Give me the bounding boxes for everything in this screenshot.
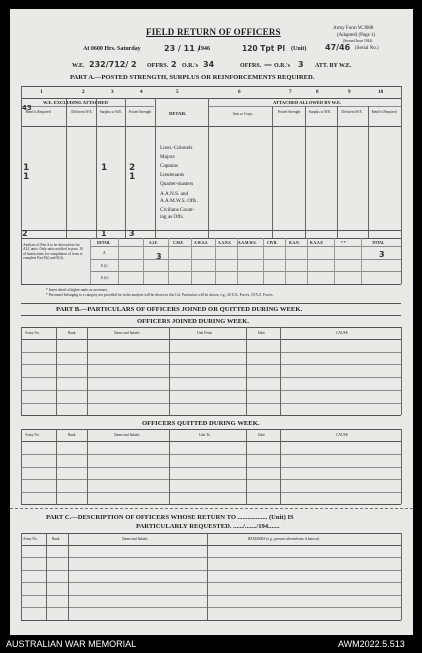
serial-label: (Serial No.)	[355, 46, 379, 51]
ors-hand: 34	[203, 60, 215, 69]
footnote: * Personnel belonging to a category not provided for in the analysis will be shown in this Col. Particulars will be shown, e.g., 20 U.K. Forces, 10 N.Z. Forces.	[46, 293, 274, 297]
serial-number-hand: 47/46	[325, 43, 351, 52]
column-header: Rank	[52, 537, 60, 541]
sub-header: Posted Strength	[277, 110, 301, 114]
part-b-heading: PART B.—PARTICULARS OF OFFICERS JOINED OR QUITTED DURING WEEK.	[56, 306, 303, 313]
offrs-label: OFFRS.	[147, 63, 169, 69]
detail-header: DETAIL	[169, 111, 187, 116]
column-header: Name and Initials	[114, 433, 140, 437]
col-number: 3	[111, 89, 114, 95]
hand-total: 3	[379, 250, 385, 259]
breakdown-header: R.A.A.F.	[310, 241, 324, 245]
part-a-heading: PART A.—POSTED STRENGTH, SURPLUS OR REINFORCEMENTS REQUIRED.	[70, 74, 315, 81]
rank-label: A.A.N.S. and	[160, 191, 189, 197]
column-header: REMARKS (e.g., present whereabouts if known).	[248, 537, 320, 541]
second-issue-note: (Second Issue 1944)	[343, 39, 373, 43]
col-number: 5	[176, 89, 179, 95]
hand-mark: 1	[101, 163, 108, 173]
hand-mark: 1	[23, 172, 30, 182]
footer-right: AWM2022.5.513	[338, 639, 405, 649]
breakdown-header: CIVIL	[267, 241, 278, 245]
hand-aif: 3	[156, 252, 162, 261]
rank-label: Majors	[160, 154, 175, 160]
perforation-line	[10, 508, 413, 509]
army-form-number: Army Form W.3008	[333, 26, 374, 31]
joined-title: OFFICERS JOINED DURING WEEK.	[137, 318, 249, 325]
breakdown-header: A.W.A.S.	[194, 241, 209, 245]
col-number: 6	[238, 89, 241, 95]
breakdown-row-label: E.(ii)	[101, 276, 109, 280]
rank-label: Lieut.-Colonels	[160, 145, 193, 151]
ors-label: O.R.'s	[182, 63, 199, 69]
we-excluding-header: W.E. EXCLUDING ATTACHED	[43, 100, 109, 105]
at-line-prefix: At 0600 Hrs. Saturday	[83, 46, 141, 52]
col-number: 8	[316, 89, 319, 95]
sub-header: Deficient W.E.	[71, 110, 93, 114]
col-number: 9	[348, 89, 351, 95]
unit-hand: 120 Tpt Pl	[242, 44, 286, 53]
rank-label: Quarter-masters	[160, 181, 194, 187]
analysis-note: Analysis of Part A to be shown here for ALL units. Only units notified in para. 10 of Instructions for compilation of form to complete Part E(i) and E(ii).	[23, 243, 83, 260]
breakdown-row-label: A.	[103, 251, 107, 255]
column-header: Unit To	[199, 433, 210, 437]
form-page	[10, 9, 413, 635]
breakdown-row-label: E.(i)	[101, 264, 108, 268]
hand-mark: 2	[129, 163, 136, 173]
column-header: CAUSE	[336, 331, 348, 335]
col-number: 10	[378, 89, 384, 95]
attached-header: ATTACHED ALLOWED BY W.E.	[273, 100, 342, 105]
offrs2-hand: —	[264, 60, 272, 69]
rank-label: Captains	[160, 163, 179, 169]
year-printed: 1946	[198, 46, 210, 52]
footer-left: AUSTRALIAN WAR MEMORIAL	[6, 639, 137, 649]
part-c-heading: PART C.—DESCRIPTION OF OFFICERS WHOSE RETURN TO .................. (Unit) IS	[46, 514, 294, 521]
we-label: W.E.	[72, 63, 85, 69]
hand-mark: 1	[23, 163, 30, 173]
unit-label: (Unit)	[291, 46, 307, 52]
sub-header: Posted Strength	[128, 110, 152, 114]
column-header: Rank	[68, 331, 76, 335]
col-number: 2	[82, 89, 85, 95]
breakdown-header: A.I.F.	[149, 241, 158, 245]
breakdown-header: TOTAL	[372, 241, 385, 245]
column-header: Date	[258, 331, 265, 335]
column-header: Date	[258, 433, 265, 437]
sub-header: Arm or Corps	[232, 112, 253, 116]
column-header: Rank	[68, 433, 76, 437]
sub-header: Reinf'ts Required	[371, 110, 397, 114]
column-header: Name and Initials	[114, 331, 140, 335]
col-number: 7	[289, 89, 292, 95]
form-title: FIELD RETURN OF OFFICERS	[146, 27, 281, 37]
column-header: Army No.	[25, 331, 40, 335]
hand-total: 1	[101, 229, 107, 238]
hand-mark: 1	[129, 172, 136, 182]
column-header: CAUSE	[336, 433, 348, 437]
sub-header: Surplus to W.E.	[99, 110, 123, 114]
ors2-label: O.R.'s	[274, 63, 291, 69]
breakdown-header: C.M.F.	[173, 241, 184, 245]
col-number: 1	[40, 89, 43, 95]
column-header: Army No.	[25, 433, 40, 437]
sub-header: Surplus to W.E.	[308, 110, 332, 114]
date-hand: 23 / 11 /	[164, 44, 201, 53]
rank-label: ing as Offs.	[160, 214, 184, 220]
column-header: Army No.	[23, 537, 38, 541]
offrs2-label: OFFRS.	[240, 63, 262, 69]
col-number: 4	[140, 89, 143, 95]
hand-total: 2	[22, 229, 28, 238]
rank-label: A.A.M.W.S. Offs.	[160, 198, 198, 204]
we-hand: 232/712/ 2	[89, 60, 137, 69]
hand-mark: 43	[22, 104, 32, 112]
footnote: * Insert detail of higher ranks as necessary.	[46, 288, 108, 292]
rank-label: Lieutenants	[160, 172, 185, 178]
att-label: ATT. BY W.E.	[315, 63, 352, 69]
breakdown-header: R.A.N.	[289, 241, 300, 245]
column-header: Name and Initials	[122, 537, 148, 541]
part-a-top-rule	[21, 86, 401, 87]
adapted-note: (Adapted) (Page 1)	[337, 33, 376, 38]
rank-label: Civilians Count-	[160, 207, 195, 213]
column-header: Unit From	[197, 331, 213, 335]
ors2-hand: 3	[298, 60, 304, 69]
offrs-hand: 2	[171, 60, 177, 69]
hand-total: 3	[129, 229, 135, 238]
part-c-heading-2: PARTICULARLY REQUESTED. ....../......./194.......	[136, 523, 280, 530]
quitted-title: OFFICERS QUITTED DURING WEEK.	[142, 420, 260, 427]
sub-header: Deficient W.E.	[341, 110, 363, 114]
sub-header: Reinf'ts Required	[25, 110, 51, 114]
breakdown-header: A.A.M.W.S.	[238, 241, 257, 245]
breakdown-header: A.A.N.S.	[218, 241, 232, 245]
breakdown-header: * *	[341, 241, 346, 245]
breakdown-header: DETAIL	[97, 241, 111, 245]
